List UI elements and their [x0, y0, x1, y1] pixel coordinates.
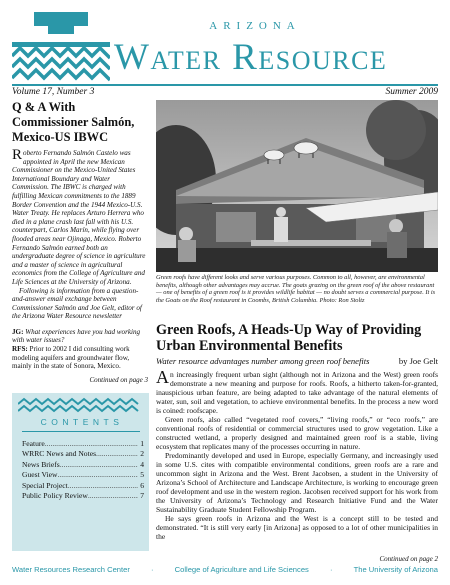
- contents-item-page: 4: [140, 459, 144, 469]
- contents-list: [22, 439, 144, 501]
- contents-rule: [22, 431, 140, 432]
- qa-column: [12, 100, 148, 384]
- qa-question: [12, 328, 148, 345]
- qa-answer-text: Prior to 2002 I did consulting work modeling aquifers and groundwater flow, mainly in the state of Sonora, Mexico.: [12, 345, 130, 371]
- article-subhead: Water resource advantages number among green roof benefits: [156, 356, 370, 366]
- footer: [12, 565, 438, 574]
- article-paragraph: Green roofs, also called “vegetated roof covers,” “living roofs,” or “eco roofs,” are conventional roofs of residential or commercial structures used to grow vegetation. Like a constructed wetland, a properly designed and maintained green roof is a stable, living ecosystem that replicates many of the processes occurring in nature.: [156, 415, 438, 451]
- photo-caption: Green roofs have different looks and serve various purposes. Common to all, however, are environmental benefits, although other advantages may accrue. The goats grazing on the green roof of the above restaurant — one of benefits of a green roof is it provides wildlife habitat — no doubt serves a commercial purpose. It is the Goats on the Roof restaurant in Coombs, British Columbia. Photo: Ron Stoltz: [156, 274, 436, 304]
- qa-title: Q & A With Commissioner Salmón, Mexico-US IBWC: [12, 100, 135, 144]
- contents-leader: [45, 439, 138, 449]
- contents-leader: [57, 470, 138, 480]
- contents-item-page: 2: [140, 449, 144, 459]
- qa-question-label: JG:: [12, 327, 24, 336]
- contents-item-title: WRRC News and Notes: [22, 449, 97, 459]
- footer-separator: ·: [150, 565, 154, 574]
- contents-item: [22, 470, 144, 480]
- contents-item: [22, 439, 144, 449]
- contents-item-page: 7: [140, 491, 144, 501]
- contents-leader: [60, 460, 138, 470]
- qa-answer-label: RFS:: [12, 345, 28, 354]
- issue-season: Summer 2009: [385, 87, 438, 97]
- restaurant-photo: [156, 100, 438, 272]
- contents-item: [22, 460, 144, 470]
- logo-icon: [12, 12, 110, 82]
- contents-leader: [88, 491, 138, 501]
- article-body: [156, 367, 438, 541]
- contents-item: [22, 481, 144, 491]
- drop-cap: R: [12, 147, 23, 163]
- feature-article: [156, 322, 438, 541]
- contents-item: [22, 491, 144, 501]
- article-paragraph: Predominantly developed and used in Europe, especially Germany, and increasingly used in some U.S. cites with compatible environmental conditions, green roofs are a rare and uncommon sight in Arizona and the West. Brent Jacobsen, a student in the University of Arizona’s School of Architecture and Landscape Architecture, is working to encourage green roof development and use in the western region. Jacobsen received support for his work from the University of Arizona’s Technology and Research Initiative Fund and the Water Sustainability Graduate Student Fellowship Program.: [156, 451, 438, 514]
- article-paragraph: He says green roofs in Arizona and the West is a concept still to be tested and demonstrated. “It is still very early [in Arizona] as opposed to a lot of other municipalities in the: [156, 514, 438, 541]
- article-paragraph: An increasingly frequent urban sight (although not in Arizona and the West) green roofs demonstrate a new meaning and purpose for roofs. Roofs, a hitherto taken-for-granted, inauspicious urban feature, are being adapted to take advantage of the natural elements of water, sun, soil and vegetation, to achieve environmental benefits. In the process a new word is coined: roofscape.: [156, 367, 438, 415]
- footer-item: The University of Arizona: [353, 565, 438, 574]
- qa-continued: Continued on page 3: [89, 375, 148, 384]
- qa-intro-text: oberto Fernando Salmón Castelo was appointed in April the new Mexican Commissioner on the Mexico-United States International Boundary and Water Commission. The IBWC is charged with fulfilling Mexican commitments to the 1889 Border Convention and the 1944 Mexico-U.S. Water Treaty. He replaces Arturo Herrera who died in a plane crash last fall with his U.S. counterpart, Carlos Marín, while flying over flooded areas near Ojinaga, Mexico. Roberto Fernando Salmón earned both an undergraduate degree of science in agriculture and a master of science in agricultural economics from the College of Agriculture and Life Sciences at the University of Arizona.: [12, 149, 146, 286]
- contents-item-page: 6: [140, 480, 144, 490]
- contents-leader: [96, 449, 138, 459]
- contents-item-title: Special Project: [22, 480, 68, 490]
- masthead-rule: [12, 84, 438, 86]
- contents-item-page: 5: [140, 470, 144, 480]
- masthead-title: Water Resource: [114, 37, 388, 78]
- qa-intro-paragraph: Following is information from a question-and-answer email exchange between Commissioner Salmón and Joe Gelt, editor of the Arizona Water Resource newsletter: [12, 286, 142, 321]
- contents-item-title: Guest View: [22, 470, 58, 480]
- footer-item: College of Agriculture and Life Sciences: [174, 565, 309, 574]
- article-subhead-row: [156, 356, 438, 366]
- contents-item-title: Public Policy Review: [22, 491, 88, 501]
- contents-box: [12, 393, 149, 551]
- drop-cap: A: [156, 367, 169, 387]
- qa-intro: [12, 149, 148, 321]
- contents-item: [22, 449, 144, 459]
- article-byline: by Joe Gelt: [398, 356, 438, 366]
- qa-answer: [12, 345, 148, 371]
- footer-separator: ·: [329, 565, 333, 574]
- article-continued: Continued on page 2: [379, 555, 438, 563]
- qa-question-text: What experiences have you had working with water issues?: [12, 327, 141, 345]
- wave-icon: [18, 397, 142, 413]
- qa-intro-paragraph: [12, 149, 148, 287]
- contents-title: CONTENTS: [40, 417, 124, 427]
- contents-item-title: Feature: [22, 439, 45, 448]
- masthead-state: ARIZONA: [209, 20, 301, 32]
- contents-item-page: 1: [140, 439, 144, 448]
- footer-item: Water Resources Research Center: [12, 565, 130, 574]
- article-headline: Green Roofs, A Heads-Up Way of Providing Urban Environmental Benefits: [156, 322, 422, 354]
- issue-number: Volume 17, Number 3: [12, 87, 95, 97]
- contents-leader: [68, 481, 138, 491]
- contents-item-title: News Briefs: [22, 459, 60, 469]
